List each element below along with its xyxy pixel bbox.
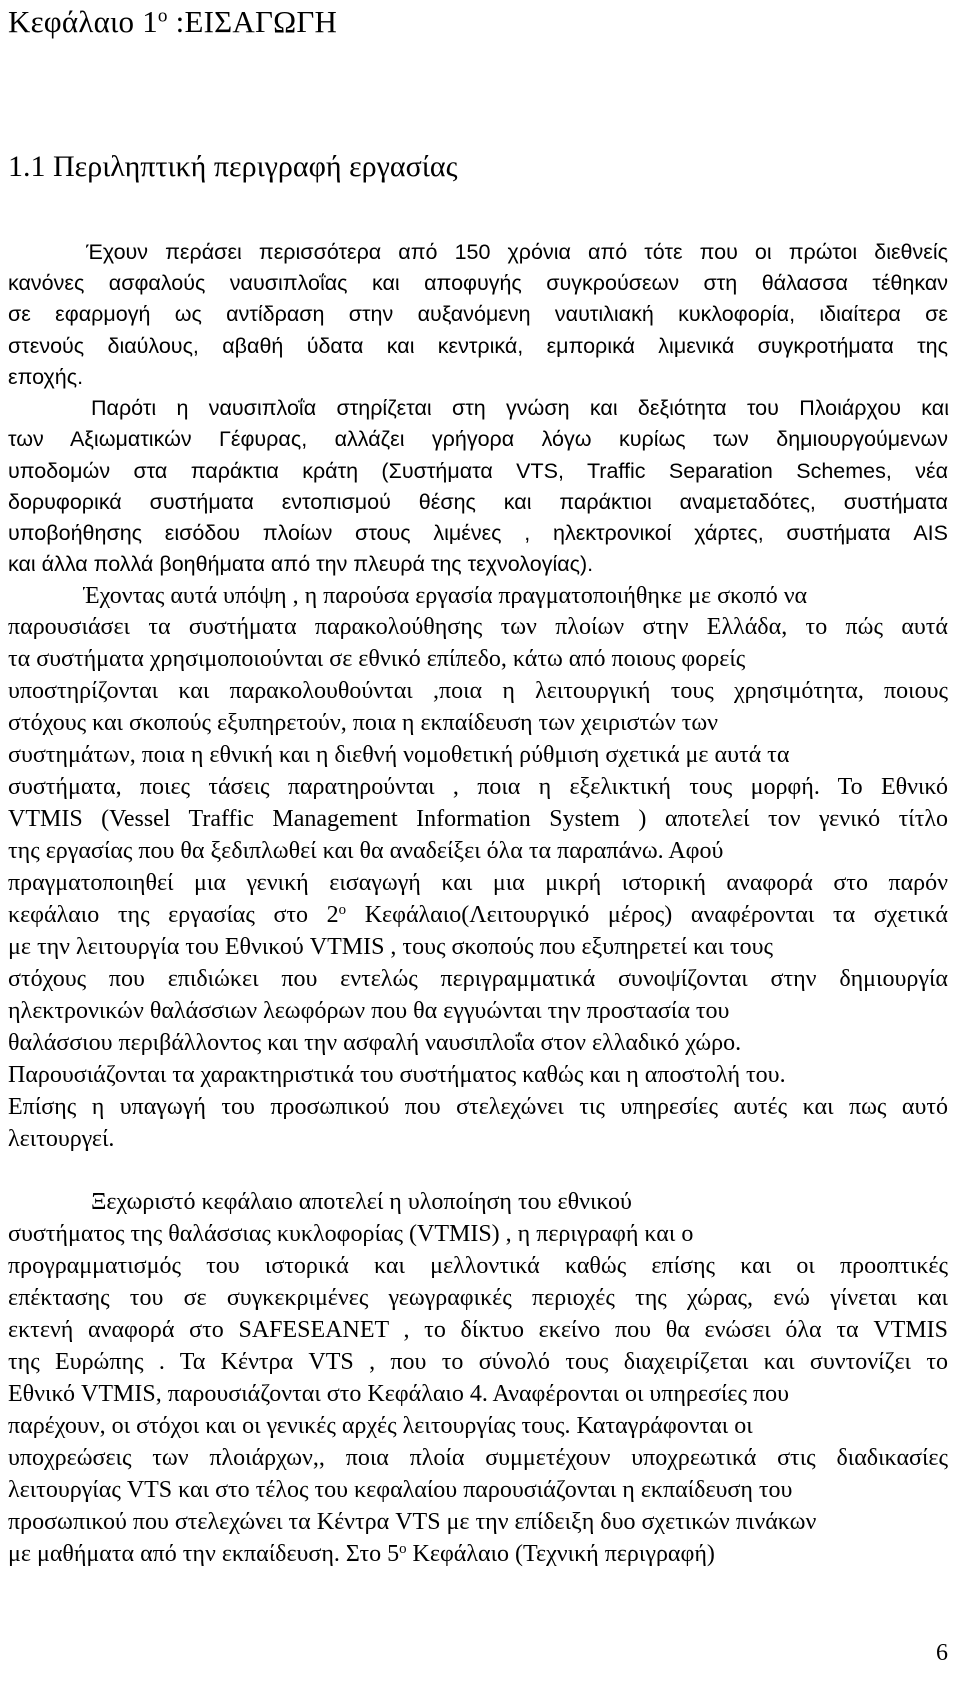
text-line: με την λειτουργία του Εθνικού VTMIS , τους σκοπούς που εξυπηρετεί και τους bbox=[8, 934, 773, 960]
text-line: υποστηρίζονται και παρακολουθούνται ,ποια η λειτουργική τους χρησιμότητα, ποιους bbox=[8, 678, 948, 704]
text-line: Ξεχωριστό κεφάλαιο αποτελεί η υλοποίηση του εθνικού bbox=[91, 1189, 632, 1215]
page-number: 6 bbox=[936, 1640, 948, 1666]
text-line: των Αξιωματικών Γέφυρας, αλλάζει γρήγορα λόγω κυρίως των δημιουργούμενων bbox=[8, 427, 948, 451]
text-line: πραγματοποιηθεί μια γενική εισαγωγή και μια μικρή ιστορική αναφορά στο παρόν bbox=[8, 870, 948, 896]
text-line: ηλεκτρονικών θαλάσσιων λεωφόρων που θα εγγυώνται την προστασία του bbox=[8, 998, 730, 1024]
text-line: στενούς διαύλους, αβαθή ύδατα και κεντρικά, εμπορικά λιμενικά συγκροτήματα της bbox=[8, 334, 948, 358]
text-line: της εργασίας που θα ξεδιπλωθεί και θα αναδείξει όλα τα παραπάνω. Αφού bbox=[8, 838, 724, 864]
text-line: Έχουν περάσει περισσότερα από 150 χρόνια από τότε που οι πρώτοι διεθνείς bbox=[86, 240, 948, 264]
text-line: Παρότι η ναυσιπλοΐα στηρίζεται στη γνώση και δεξιότητα του Πλοιάρχου και bbox=[91, 396, 949, 420]
text-line: υποδομών στα παράκτια κράτη (Συστήματα VTS, Traffic Separation Schemes, νέα bbox=[8, 459, 948, 483]
text-line-pre: κεφάλαιο της εργασίας στο 2 bbox=[8, 902, 339, 928]
text-line: σε εφαρμογή ως αντίδραση στην αυξανόμενη ναυτιλιακή κυκλοφορία, ιδιαίτερα σε bbox=[8, 302, 948, 326]
text-line-sup: ο bbox=[399, 1541, 407, 1557]
text-line: της Ευρώπης . Τα Κέντρα VTS , που το σύνολό τους διαχειρίζεται και συντονίζει το bbox=[8, 1349, 948, 1375]
text-line-post: Κεφάλαιο(Λειτουργικό μέρος) αναφέρονται τα σχετικά bbox=[346, 902, 948, 928]
text-line: Εθνικό VTMIS, παρουσιάζονται στο Κεφάλαιο 4. Αναφέρονται οι υπηρεσίες που bbox=[8, 1381, 790, 1407]
text-line: δορυφορικά συστήματα εντοπισμού θέσης και παράκτιοι αναμεταδότες, συστήματα bbox=[8, 490, 948, 514]
text-line: Παρουσιάζονται τα χαρακτηριστικά του συστήματος καθώς και η αποστολή του. bbox=[8, 1062, 786, 1088]
text-line: VTMIS (Vessel Traffic Management Information System ) αποτελεί τον γενικό τίτλο bbox=[8, 806, 948, 832]
text-line: λειτουργεί. bbox=[8, 1126, 115, 1152]
text-line: στόχους και σκοπούς εξυπηρετούν, ποια η εκπαίδευση των χειριστών των bbox=[8, 710, 718, 736]
text-line: Έχοντας αυτά υπόψη , η παρούσα εργασία πραγματοποιήθηκε με σκοπό να bbox=[83, 583, 808, 609]
text-line: θαλάσσιου περιβάλλοντος και την ασφαλή ναυσιπλοΐα στον ελλαδικό χώρο. bbox=[8, 1030, 742, 1056]
text-line: τα συστήματα χρησιμοποιούνται σε εθνικό επίπεδο, κάτω από ποιους φορείς bbox=[8, 646, 746, 672]
text-line: επέκτασης του σε συγκεκριμένες γεωγραφικές περιοχές της χώρας, ενώ γίνεται και bbox=[8, 1285, 948, 1311]
text-line: κανόνες ασφαλούς ναυσιπλοΐας και αποφυγής συγκρούσεων στη θάλασσα τέθηκαν bbox=[8, 271, 948, 295]
chapter-heading-prefix: Κεφάλαιο 1 bbox=[8, 4, 158, 39]
text-line: προσωπικού που στελεχώνει τα Κέντρα VTS με την επίδειξη δυο σχετικών πινάκων bbox=[8, 1509, 817, 1535]
text-line: εποχής. bbox=[8, 365, 84, 389]
text-line: υποχρεώσεις των πλοιάρχων,, ποια πλοία συμμετέχουν υποχρεωτικά στις διαδικασίες bbox=[8, 1445, 948, 1471]
text-line: παρέχουν, οι στόχοι και οι γενικές αρχές λειτουργίας τους. Καταγράφονται οι bbox=[8, 1413, 753, 1439]
text-line: συστημάτων, ποια η εθνική και η διεθνή νομοθετική ρύθμιση σχετικά με αυτά τα bbox=[8, 742, 790, 768]
text-line: εκτενή αναφορά στο SAFESEANET , το δίκτυο εκείνο που θα ενώσει όλα τα VTMIS bbox=[8, 1317, 948, 1343]
text-line: και άλλα πολλά βοηθήματα από την πλευρά της τεχνολογίας). bbox=[8, 552, 594, 576]
text-line-post: Κεφάλαιο (Τεχνική περιγραφή) bbox=[406, 1541, 715, 1567]
text-line: συστήματος της θαλάσσιας κυκλοφορίας (VTMIS) , η περιγραφή και ο bbox=[8, 1221, 694, 1247]
text-line bbox=[8, 1541, 788, 1570]
text-line: υποβοήθησης εισόδου πλοίων στους λιμένες , ηλεκτρονικοί χάρτες, συστήματα AIS bbox=[8, 521, 948, 545]
text-line-sup: ο bbox=[338, 902, 347, 918]
text-line: στόχους που επιδιώκει που εντελώς περιγραμματικά συνοψίζονται στην δημιουργία bbox=[8, 966, 948, 992]
text-line: προγραμματισμός του ιστορικά και μελλοντικά καθώς επίσης και οι προοπτικές bbox=[8, 1253, 948, 1279]
section-heading: 1.1 Περιληπτική περιγραφή εργασίας bbox=[8, 150, 458, 183]
text-line-pre: με μαθήματα από την εκπαίδευση. Στο 5 bbox=[8, 1541, 400, 1567]
chapter-heading bbox=[8, 4, 337, 40]
text-line bbox=[8, 902, 948, 931]
chapter-heading-suffix: :ΕΙΣΑΓΩΓΗ bbox=[167, 4, 338, 39]
text-line: συστήματα, ποιες τάσεις παρατηρούνται , ποια η εξελικτική τους μορφή. Το Εθνικό bbox=[8, 774, 948, 800]
text-line: Επίσης η υπαγωγή του προσωπικού που στελεχώνει τις υπηρεσίες αυτές και πως αυτό bbox=[8, 1094, 948, 1120]
chapter-heading-sup: ο bbox=[157, 5, 168, 27]
text-line: παρουσιάσει τα συστήματα παρακολούθησης των πλοίων στην Ελλάδα, το πώς αυτά bbox=[8, 614, 948, 640]
text-line: λειτουργίας VTS και στο τέλος του κεφαλαίου παρουσιάζονται η εκπαίδευση του bbox=[8, 1477, 793, 1503]
